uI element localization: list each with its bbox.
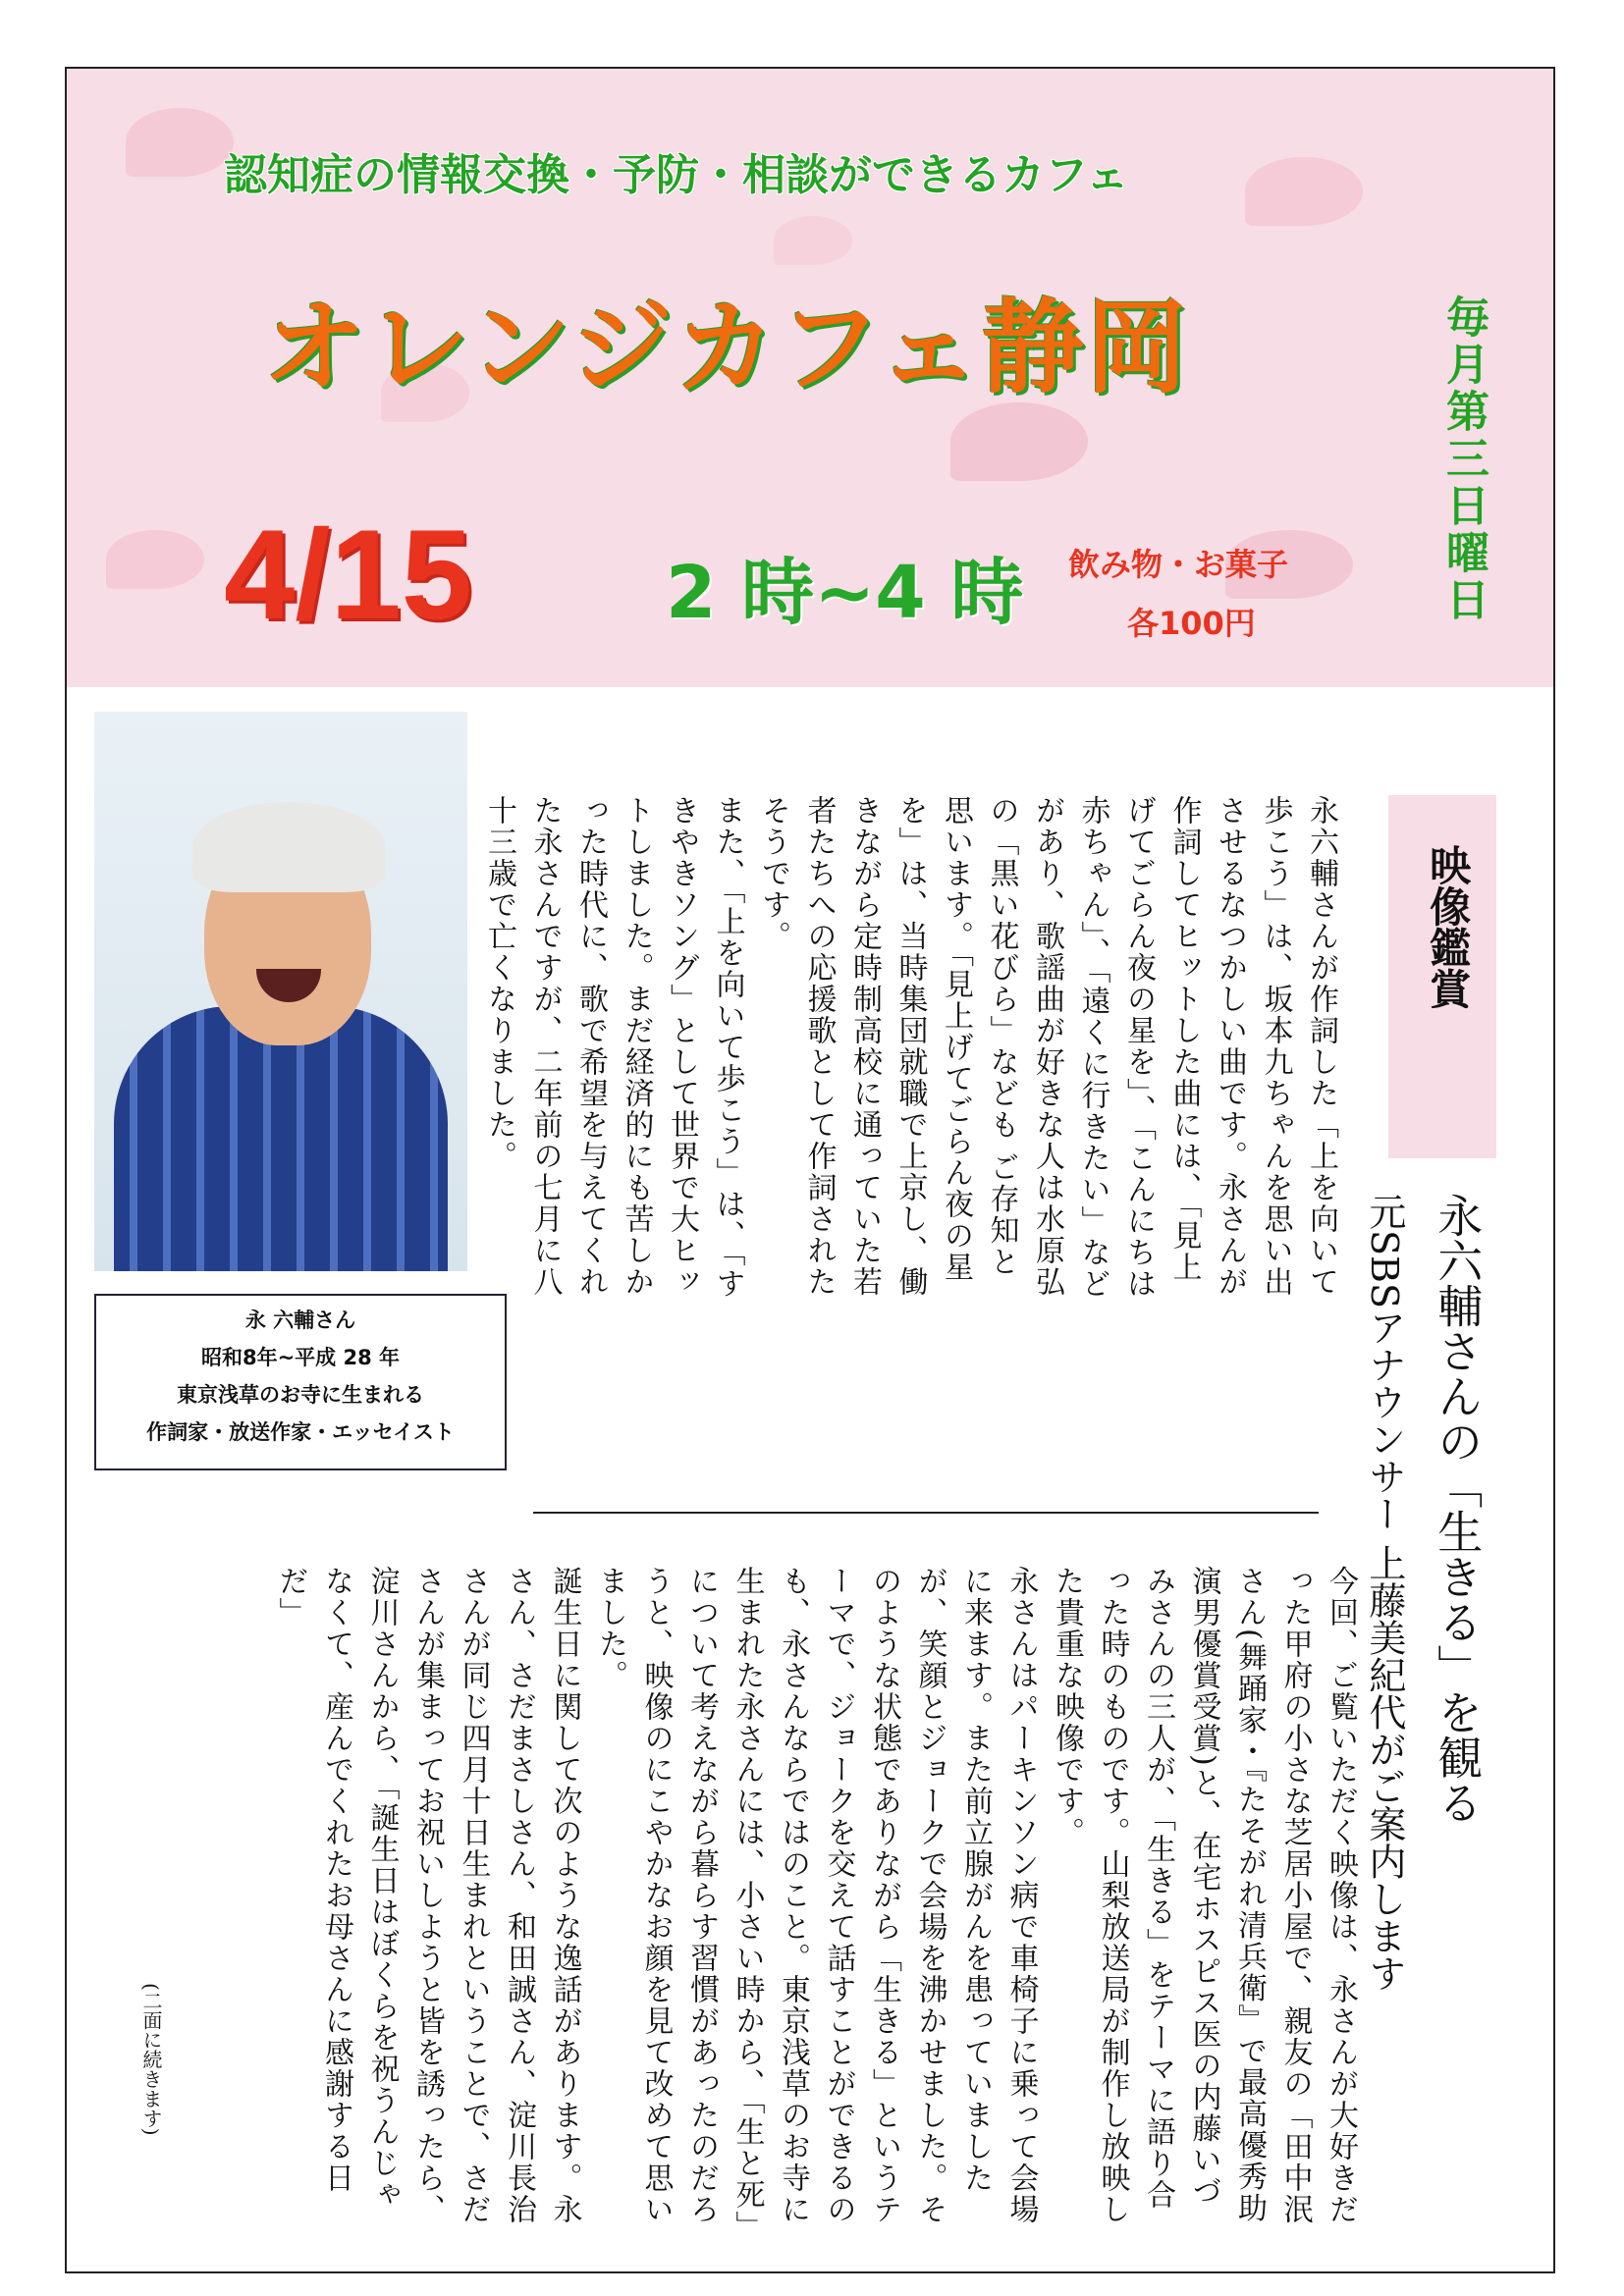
caption-birthplace: 東京浅草のお寺に生まれる	[177, 1383, 424, 1407]
headline: 永六輔さんの「生きる」を観る	[1431, 1193, 1485, 1825]
petal-decoration	[106, 530, 204, 589]
portrait-photo	[94, 712, 467, 1271]
petal-decoration	[126, 108, 234, 177]
event-date: 4/15	[224, 503, 473, 646]
subheadline: 元SBSアナウンサー 上藤美紀代がご案内します	[1362, 1193, 1406, 1993]
newsletter-page	[65, 67, 1555, 2273]
drinks-label: 飲み物・お菓子	[1068, 546, 1289, 583]
article-paragraph: 今回、ご覧いただく映像は、永さんが大好きだった甲府の小さな芝居小屋で、親友の「田中泯さん(舞踊家・『たそがれ清兵衛』で最高優秀助演男優賞受賞)と、在宅ホスピス医の内藤いづみさんの三人が、「生きる」をテーマに語り合った時のものです。山梨放送局が制作し放映した貴重な映像です。	[1050, 1566, 1358, 2225]
article-paragraph: 永さんはパーキンソン病で車椅子に乗って会場に来ます。また前立腺がんを患っていましたが、笑顔とジョークで会場を沸かせました。そのような状態でありながら「生きる」というテーマで、ジョークを交えて話すことができるのも、永さんならではのこと。東京浅草のお寺に生まれた永さんには、小さい時から、「生と死」について考えながら暮らす習慣があったのだろうと、映像のにこやかなお顔を見て改めて思いました。	[593, 1566, 1039, 2227]
portrait-hair	[192, 802, 385, 892]
caption-years: 昭和8年~平成 28 年	[200, 1346, 401, 1369]
article-paragraph: 誕生日に関して次のような逸話があります。永さん、さだまさしさん、和田誠さん、淀川長治さんが同じ四月十日生まれということで、さださんが集まってお祝いしようと皆を誘ったら、淀川さんから、「誕生日はぼくらを祝うんじゃなくて、産んでくれたお母さんに感謝する日だ」	[273, 1566, 582, 2225]
continued-note: (二面に続きます)	[139, 1983, 163, 2136]
header-banner	[67, 69, 1553, 687]
portrait-shirt	[114, 1006, 448, 1271]
schedule-label: 毎月第三日曜日	[1438, 294, 1489, 624]
article-paragraph: 永六輔さんが作詞した「上を向いて歩こう」は、坂本九ちゃんを思い出させるなつかしい曲です。永さんが作詞してヒットした曲には、「見上げてごらん夜の星を」、「こんにちは赤ちゃん」、「遠くに行きたい」などがあり、歌謡曲が好きな人は水原弘の「黒い花びら」なども ご存知と思います。「見上げてごらん夜の星を」は、当時集団就職で上京し、働きながら定時制高校に通っていた若者たちへの応援歌として作詞されたそうです。	[756, 795, 1338, 1300]
section-tag: 映像鑑賞	[1424, 844, 1473, 1009]
photo-caption	[94, 1294, 507, 1470]
article-top	[482, 795, 1343, 1306]
cafe-title: オレンジカフェ静岡	[263, 288, 1190, 407]
price-label: 各100円	[1127, 605, 1256, 642]
petal-decoration	[950, 402, 1088, 481]
article-bottom	[106, 1566, 1363, 2233]
caption-name: 永 六輔さん	[244, 1308, 356, 1332]
caption-occupation: 作詞家・放送作家・エッセイスト	[146, 1420, 455, 1444]
event-time: 2 時~4 時	[666, 551, 1024, 635]
section-divider	[533, 1512, 1319, 1514]
petal-decoration	[1245, 157, 1363, 226]
petal-decoration	[774, 216, 852, 265]
article-paragraph: また、「上を向いて歩こう」は、「すきやきソング」として世界で大ヒットしました。まだ経済的にも苦しかった時代に、歌で希望を与えてくれた永さんですが、二年前の七月に八十三歳で亡くなりました。	[482, 795, 745, 1300]
banner-tagline: 認知症の情報交換・予防・相談ができるカフェ	[224, 150, 1129, 200]
